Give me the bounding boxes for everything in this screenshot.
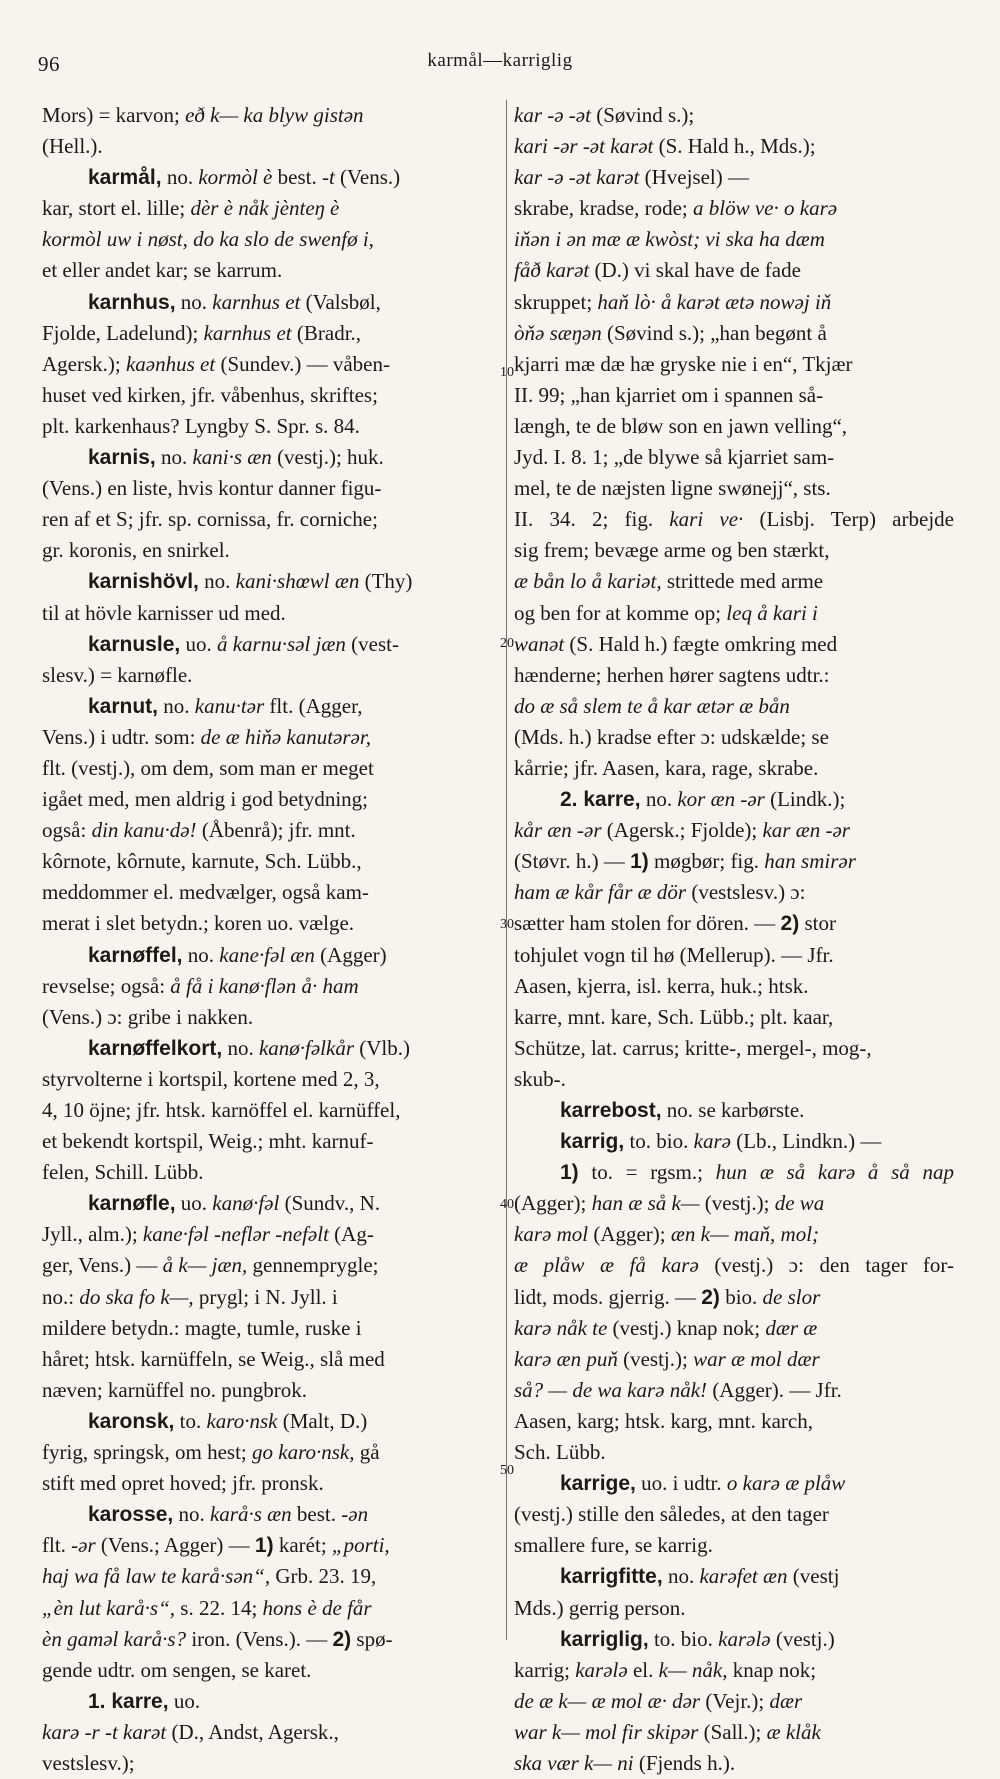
text-line: karriglig, to. bio. karələ (vestj.): [560, 1626, 835, 1651]
line-number-marker: 40: [500, 1197, 514, 1212]
text-line: karmål, no. kormòl è best. -t (Vens.): [88, 165, 401, 190]
page-number: 96: [38, 52, 60, 76]
text-line: (vestj.) stille den således, at den tager: [514, 1502, 829, 1527]
text-line: Vens.) i udtr. som: de æ hiňə kanutərər,: [42, 724, 371, 749]
text-line: II. 34. 2; fig. kari ve· (Lisbj. Terp) arbejde: [514, 507, 954, 532]
text-line: felen, Schill. Lübb.: [42, 1160, 204, 1185]
text-line: karonsk, to. karo·nsk (Malt, D.): [88, 1408, 368, 1433]
text-line: lidt, mods. gjerrig. — 2) bio. de slor: [514, 1284, 821, 1309]
text-line: et bekendt kortspil, Weig.; mht. karnuf-: [42, 1129, 374, 1154]
text-line: ren af et S; jfr. sp. cornissa, fr. corniche;: [42, 507, 378, 532]
text-line: æ plåw æ få karə (vestj.) ɔ: den tager for-: [514, 1253, 954, 1278]
text-line: Mors) = karvon; eð k— ka blyw gistən: [42, 103, 364, 127]
text-line: mel, te de næjsten ligne swønejj“, sts.: [514, 476, 831, 501]
text-line: ham æ kår får æ dör (vestslesv.) ɔ:: [514, 880, 806, 905]
running-head: karmål—karriglig: [427, 50, 573, 71]
text-line: do æ så slem te å kar ætər æ bån: [514, 693, 790, 718]
text-line: stift med opret hoved; jfr. pronsk.: [42, 1471, 324, 1496]
text-line: Schütze, lat. carrus; kritte-, mergel-, mog-,: [514, 1035, 872, 1060]
text-line: smallere fure, se karrig.: [514, 1533, 713, 1558]
text-line: òňə sæŋən (Søvind s.); „han begønt å: [514, 320, 827, 345]
text-line: Aasen, kjerra, isl. kerra, huk.; htsk.: [514, 973, 809, 998]
text-line: gr. koronis, en snirkel.: [42, 538, 230, 563]
text-line: håret; htsk. karnüffeln, se Weig., slå med: [42, 1346, 385, 1371]
text-line: (Vens.) ɔ: gribe i nakken.: [42, 1004, 254, 1029]
text-line: kar -ə -ət (Søvind s.);: [514, 103, 695, 127]
text-line: karə mol (Agger); æn k— maň, mol;: [514, 1222, 820, 1247]
text-line: (Støvr. h.) — 1) møgbør; fig. han smirər: [514, 849, 856, 874]
line-number-marker: 10: [500, 365, 514, 380]
text-line: så? — de wa karə nåk! (Agger). — Jfr.: [514, 1377, 842, 1402]
text-line: karnøfle, uo. kanø·fəl (Sundv., N.: [88, 1191, 381, 1216]
text-line: fyrig, springsk, om hest; go karo·nsk, gå: [42, 1440, 380, 1465]
text-line: (Agger); han æ så k— (vestj.); de wa: [514, 1191, 825, 1216]
text-line: karnøffel, no. kane·fəl æn (Agger): [88, 942, 387, 967]
text-line: skruppet; haň lò· å karət ætə nowəj iň: [514, 289, 832, 314]
text-line: næven; karnüffel no. pungbrok.: [42, 1377, 307, 1402]
text-line: karnis, no. kani·s æn (vestj.); huk.: [88, 445, 384, 470]
text-line: karosse, no. karå·s æn best. -ən: [88, 1502, 369, 1527]
text-line: kôrnote, kôrnute, karnute, Sch. Lübb.,: [42, 849, 362, 874]
text-line: hænderne; herhen hører sagtens udtr.:: [514, 662, 830, 687]
text-line: karrige, uo. i udtr. o karə æ plåw: [560, 1471, 846, 1496]
text-line: og ben for at komme op; leq å kari i: [514, 600, 818, 625]
text-line: længh, te de bløw son en jawn velling“,: [514, 413, 848, 438]
text-line: flt. (vestj.), om dem, som man er meget: [42, 755, 374, 780]
column-divider: [506, 100, 507, 1640]
text-line: kari -ər -ət karət (S. Hald h., Mds.);: [514, 134, 816, 159]
text-line: sætter ham stolen for dören. — 2) stor: [514, 911, 836, 936]
text-line: huset ved kirken, jfr. våbenhus, skriftes;: [42, 382, 378, 407]
text-line: karrig; karələ el. k— nåk, knap nok;: [514, 1657, 817, 1682]
line-number-marker: 30: [500, 917, 514, 932]
text-line: karə -r -t karət (D., Andst, Agersk.,: [42, 1719, 339, 1744]
text-line: karnøffelkort, no. kanø·fəlkår (Vlb.): [88, 1035, 411, 1060]
text-line: 1) to. = rgsm.; hun æ så karə å så nap: [560, 1160, 954, 1185]
text-line: skub-.: [514, 1066, 566, 1091]
text-line: revselse; også: å få i kanø·flən å· ham: [42, 973, 359, 998]
text-line: karə æn puň (vestj.); war æ mol dær: [514, 1346, 820, 1371]
text-line: Jyd. I. 8. 1; „de blywe så kjarriet sam-: [514, 445, 835, 470]
text-line: (Mds. h.) kradse efter ɔ: udskælde; se: [514, 724, 829, 749]
text-line: karrigfitte, no. karəfet æn (vestj: [560, 1564, 840, 1589]
text-line: fåð karət (D.) vi skal have de fade: [514, 258, 801, 283]
text-line: kar, stort el. lille; dèr è nåk jènteŋ è: [42, 196, 340, 221]
text-line: (Vens.) en liste, hvis kontur danner figu-: [42, 476, 382, 501]
text-line: karnusle, uo. å karnu·səl jæn (vest-: [88, 631, 399, 656]
text-line: 1. karre, uo.: [88, 1688, 201, 1713]
text-line: karə nåk te (vestj.) knap nok; dær æ: [514, 1315, 818, 1340]
text-line: merat i slet betydn.; koren uo. vælge.: [42, 911, 355, 936]
text-line: Aasen, karg; htsk. karg, mnt. karch,: [514, 1408, 813, 1433]
text-line: skrabe, kradse, rode; a blöw ve· o karə: [514, 196, 838, 221]
text-line: de æ k— æ mol æ· dər (Vejr.); dær: [514, 1688, 803, 1713]
text-line: karrebost, no. se karbørste.: [560, 1098, 805, 1122]
text-line: kårrie; jfr. Aasen, kara, rage, skrabe.: [514, 755, 819, 780]
text-line: meddommer el. medvælger, også kam-: [42, 880, 369, 905]
text-line: karnishövl, no. kani·shœwl æn (Thy): [88, 569, 413, 594]
text-line: èn gaməl karå·s? iron. (Vens.). — 2) spø-: [42, 1626, 393, 1651]
text-line: 4, 10 öjne; jfr. htsk. karnöffel el. karnüffel,: [42, 1098, 401, 1122]
right-column: [514, 100, 954, 1779]
text-line: styrvolterne i kortspil, kortene med 2, 3,: [42, 1066, 380, 1091]
line-number-marker: 50: [500, 1463, 514, 1478]
text-line: iňən i ən mæ æ kwòst; vi ska ha dæm: [514, 227, 825, 252]
text-line: mildere betydn.: magte, tumle, ruske i: [42, 1315, 362, 1340]
text-line: gende udtr. om sengen, se karet.: [42, 1657, 312, 1682]
text-line: kar -ə -ət karət (Hvejsel) —: [514, 165, 749, 190]
left-column: [42, 100, 498, 1779]
text-line: no.: do ska fo k—, prygl; i N. Jyll. i: [42, 1284, 338, 1309]
text-line: Jyll., alm.); kane·fəl -neflər -nefəlt (Ag-: [42, 1222, 374, 1247]
text-line: til at hövle karnisser ud med.: [42, 600, 286, 625]
text-line: Fjolde, Ladelund); karnhus et (Bradr.,: [42, 320, 362, 345]
text-line: wanət (S. Hald h.) fægte omkring med: [514, 631, 838, 656]
text-line: haj wa få law te karå·sən“, Grb. 23. 19,: [42, 1564, 377, 1589]
text-line: kjarri mæ dæ hæ gryske nie i en“, Tkjær: [514, 351, 853, 376]
text-line: plt. karkenhaus? Lyngby S. Spr. s. 84.: [42, 413, 360, 438]
text-line: karnut, no. kanu·tər flt. (Agger,: [88, 693, 363, 718]
text-line: Sch. Lübb.: [514, 1440, 606, 1465]
text-line: æ bån lo å kariət, strittede med arme: [514, 569, 824, 594]
text-line: Mds.) gerrig person.: [514, 1595, 686, 1620]
text-line: karre, mnt. kare, Sch. Lübb.; plt. kaar,: [514, 1004, 834, 1029]
text-line: flt. -ər (Vens.; Agger) — 1) karét; „porti,: [42, 1533, 390, 1558]
text-line: karnhus, no. karnhus et (Valsbøl,: [88, 289, 381, 314]
text-line: et eller andet kar; se karrum.: [42, 258, 283, 283]
text-line: tohjulet vogn til hø (Mellerup). — Jfr.: [514, 942, 834, 967]
text-line: igået med, men aldrig i god betydning;: [42, 787, 369, 812]
text-line: sig frem; bevæge arme og ben stærkt,: [514, 538, 830, 563]
line-number-marker: 20: [500, 636, 514, 651]
text-line: Agersk.); kaənhus et (Sundev.) — våben-: [42, 351, 390, 376]
text-line: ska vær k— ni (Fjends h.).: [514, 1750, 736, 1775]
text-line: „èn lut karå·s“, s. 22. 14; hons è de får: [42, 1595, 372, 1620]
text-line: II. 99; „han kjarriet om i spannen så-: [514, 382, 824, 407]
text-line: vestslesv.);: [42, 1750, 135, 1775]
text-line: 2. karre, no. kor æn -ər (Lindk.);: [560, 787, 846, 812]
text-line: slesv.) = karnøfle.: [42, 662, 193, 687]
text-line: kormòl uw i nøst, do ka slo de swenfø i,: [42, 227, 374, 252]
text-line: også: din kanu·də! (Åbenrå); jfr. mnt.: [42, 818, 356, 843]
text-line: (Hell.).: [42, 134, 103, 159]
text-line: ger, Vens.) — å k— jæn, gennemprygle;: [42, 1253, 379, 1278]
text-line: kår æn -ər (Agersk.; Fjolde); kar æn -ər: [514, 818, 850, 843]
text-line: war k— mol fir skipər (Sall.); æ klåk: [514, 1719, 821, 1744]
text-line: karrig, to. bio. karə (Lb., Lindkn.) —: [560, 1129, 882, 1154]
